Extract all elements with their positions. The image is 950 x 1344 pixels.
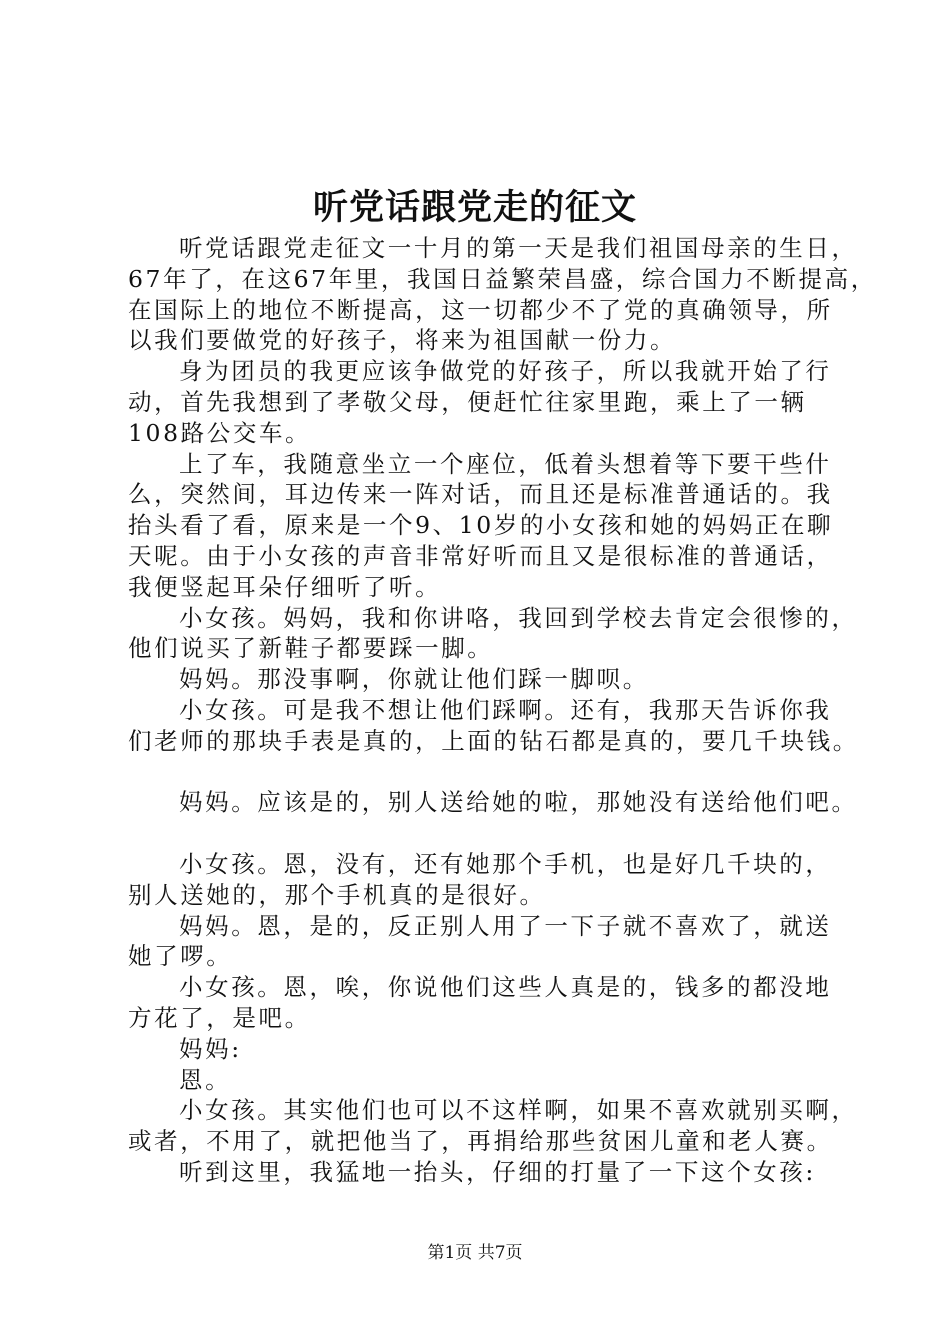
text-line: 天呢。由于小女孩的声音非常好听而且又是很标准的普通话， — [128, 541, 833, 570]
text-line: 妈妈: — [179, 1034, 242, 1063]
blank-line — [128, 818, 830, 849]
text-line: 小女孩。恩，唉，你说他们这些人真是的，钱多的都没地 — [179, 973, 832, 1002]
text-line: 108路公交车。 — [128, 418, 312, 447]
text-line: 动，首先我想到了孝敬父母，便赶忙往家里跑，乘上了一辆 — [128, 387, 807, 416]
text-line: 听到这里，我猛地一抬头，仔细的打量了一下这个女孩: — [179, 1157, 816, 1186]
text-line: 听党话跟党走征文一十月的第一天是我们祖国母亲的生日， — [179, 234, 858, 262]
text-line: 我便竖起耳朵仔细听了听。 — [128, 572, 442, 601]
text-line: 小女孩。妈妈，我和你讲咯，我回到学校去肯定会很惨的， — [179, 603, 858, 632]
text-line: 别人送她的，那个手机真的是很好。 — [128, 880, 546, 909]
document-title: 听党话跟党走的征文 — [312, 187, 637, 228]
text-line: 妈妈。应该是的，别人送给她的啦，那她没有送给他们吧。 — [179, 788, 858, 817]
text-line: 或者，不用了，就把他当了，再捐给那些贫困儿童和老人赛。 — [128, 1127, 833, 1156]
document-body — [128, 233, 877, 1188]
text-line: 么，突然间，耳边传来一阵对话，而且还是标准普通话的。我 — [128, 480, 833, 509]
text-line: 抬头看了看，原来是一个9、10岁的小女孩和她的妈妈正在聊 — [128, 511, 834, 540]
text-line: 67年了，在这67年里，我国日益繁荣昌盛，综合国力不断提高， — [128, 264, 877, 293]
text-line: 在国际上的地位不断提高，这一切都少不了党的真确领导，所 — [128, 295, 833, 324]
text-line: 他们说买了新鞋子都要踩一脚。 — [128, 634, 494, 663]
text-line: 恩。 — [179, 1065, 232, 1094]
page-number: 第1页 共7页 — [427, 1243, 523, 1263]
blank-line — [128, 757, 830, 788]
text-line: 们老师的那块手表是真的，上面的钻石都是真的，要几千块钱。 — [128, 726, 859, 755]
text-line: 身为团员的我更应该争做党的好孩子，所以我就开始了行 — [179, 357, 832, 386]
text-line: 方花了，是吧。 — [128, 1003, 311, 1032]
text-line: 妈妈。恩，是的，反正别人用了一下子就不喜欢了，就送 — [179, 911, 832, 940]
text-line: 小女孩。其实他们也可以不这样啊，如果不喜欢就别买啊， — [179, 1096, 858, 1125]
text-line: 上了车，我随意坐立一个座位，低着头想着等下要干些什 — [179, 449, 832, 478]
text-line: 以我们要做党的好孩子，将来为祖国献一份力。 — [128, 326, 677, 355]
text-line: 她了啰。 — [128, 942, 233, 971]
text-line: 妈妈。那没事啊，你就让他们踩一脚呗。 — [179, 665, 649, 694]
text-line: 小女孩。可是我不想让他们踩啊。还有，我那天告诉你我 — [179, 695, 832, 724]
text-line: 小女孩。恩，没有，还有她那个手机，也是好几千块的， — [179, 849, 832, 878]
